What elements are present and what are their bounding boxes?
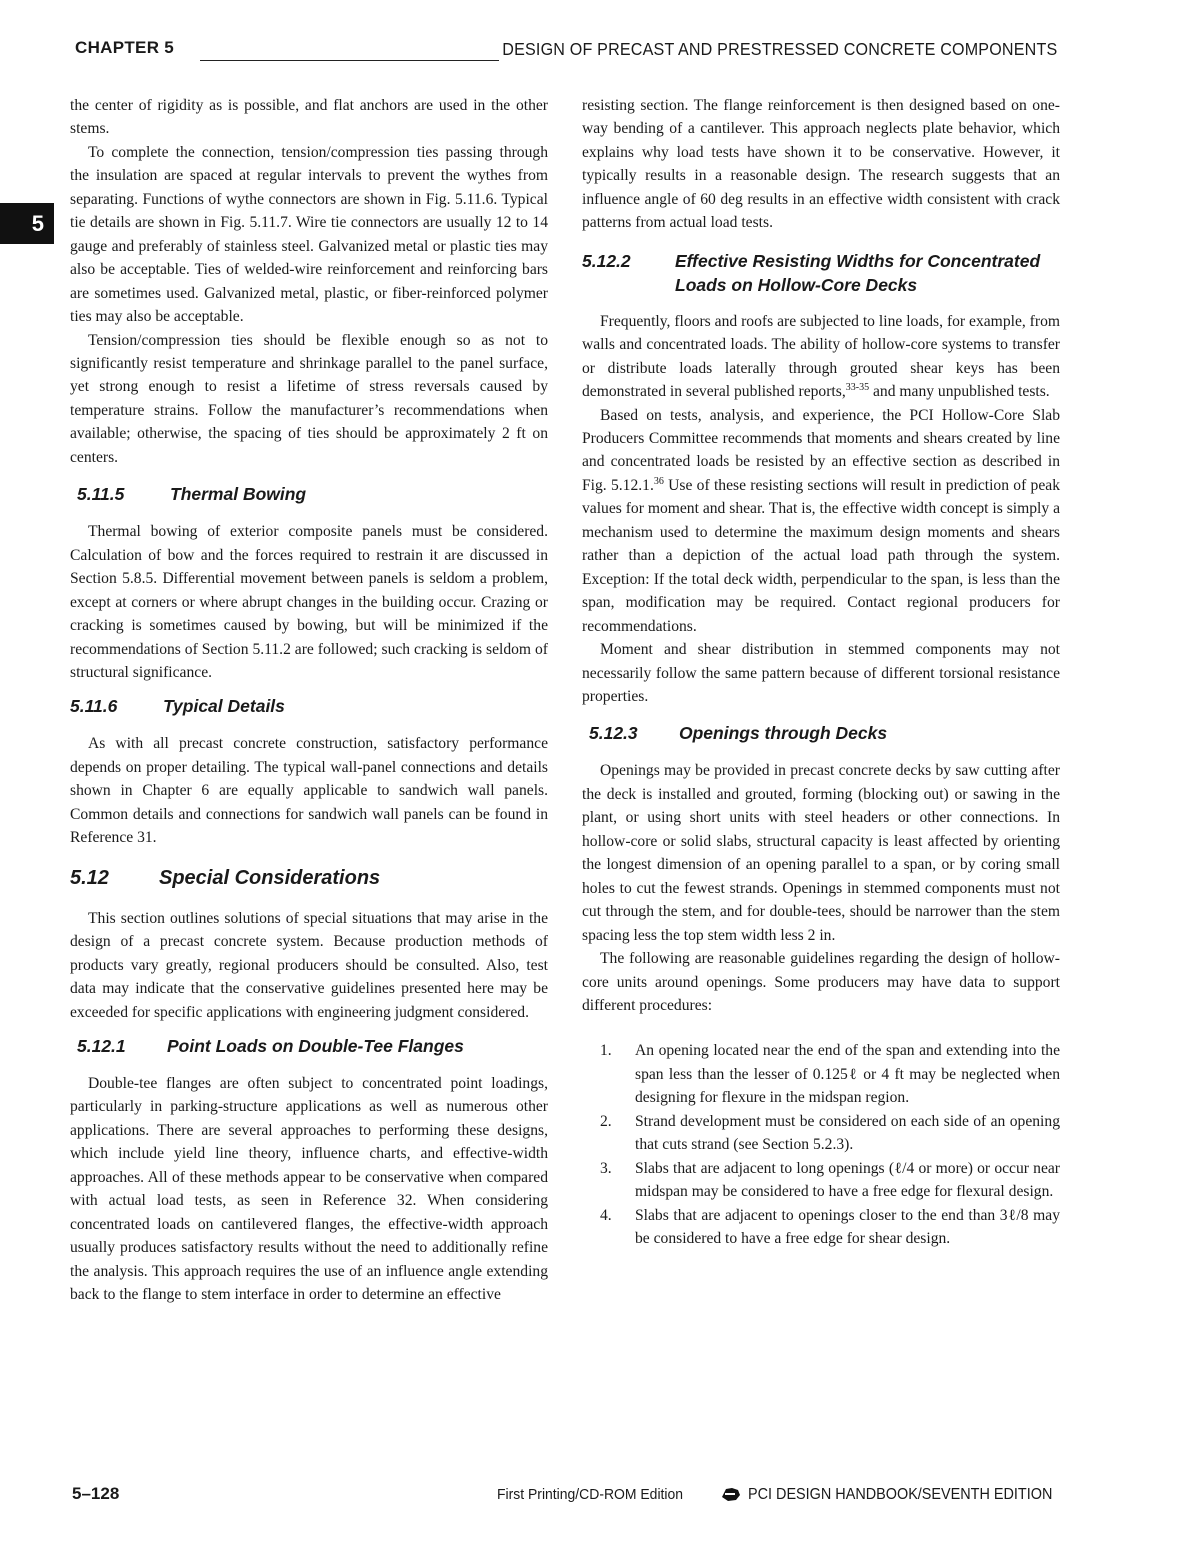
pci-logo-icon	[720, 1485, 742, 1508]
paragraph: Double-tee flanges are often subject to concentrated point loadings, particularly in parking-structure applications as well as numerous other applications. There are several approaches to performing these designs, which include yield line theory, influence charts, and effective-width approaches. All of these methods appear to be conservative when compared with actual load tests, as seen in Reference 32. When considering concentrated loads on cantilevered flanges, the effective-width approach usually produces satisfactory results without the need to additionally refine the analysis. This approach requires the use of an influence angle extending back to the flange to stem interface in order to determine an effective	[70, 1074, 548, 1304]
chapter-tab: 5	[0, 203, 54, 244]
guidelines-list	[582, 1039, 1060, 1250]
paragraph-text: Frequently, floors and roofs are subjected to line loads, for example, from walls and concentrated loads. The ability of hollow-core systems to transfer or distribute loads laterally through grouted shear keys has been demonstrated in several published reports,	[582, 312, 1060, 401]
list-number: 2.	[600, 1112, 612, 1130]
heading-number: 5.11.6	[70, 696, 118, 717]
paragraph-text: Use of these resisting sections will result in prediction of peak values for moment and shear. That is, the effective width concept is simply a mechanism used to determine the maximum design moments and shears rather than a depiction of the actual load path through the system. Exception: If the total deck width, perpendicular to the span, is less than the span, modification may be required. Contact regional producers for recommendations.	[582, 476, 1060, 635]
paragraph	[582, 404, 1060, 639]
left-column	[70, 94, 548, 1306]
section-heading-5-12	[70, 865, 548, 891]
heading-title: Effective Resisting Widths for Concentrated Loads on Hollow-Core Decks	[675, 250, 1041, 295]
right-column	[582, 94, 1060, 1250]
header-chapter: CHAPTER 5	[75, 38, 175, 57]
paragraph: Moment and shear distribution in stemmed components may not necessarily follow the same pattern because of different torsional resistance properties.	[582, 641, 1060, 705]
reference-superscript: 36	[653, 475, 664, 487]
paragraph: This section outlines solutions of special situations that may arise in the design of a precast concrete system. Because production methods of products vary greatly, regional producers should be consulted. Also, test data may indicate that the conservative guidelines presented here may be exceeded for specific applications with engineering judgment considered.	[70, 909, 548, 1021]
paragraph-text: Based on tests, analysis, and experience, the PCI Hollow-Core Slab Producers Committee recommends that moments and shears created by line and concentrated loads be resisted by an effective section as described in Fig. 5.12.1.	[582, 406, 1060, 494]
list-text: Slabs that are adjacent to long openings (ℓ/4 or more) or occur near midspan may be considered to have a free edge for flexural design.	[635, 1159, 1060, 1201]
section-heading-5-12-2	[582, 249, 1060, 297]
heading-title: Thermal Bowing	[170, 484, 307, 505]
reference-superscript: 33-35	[845, 381, 870, 393]
footer-book-title: PCI DESIGN HANDBOOK/SEVENTH EDITION	[748, 1486, 1053, 1503]
list-text: Strand development must be considered on each side of an opening that cuts strand (see Section 5.2.3).	[635, 1112, 1060, 1154]
paragraph: As with all precast concrete construction, satisfactory performance depends on proper detailing. The typical wall-panel connections and details shown in Chapter 6 are equally applicable to sandwich wall panels. Common details and connections for sandwich wall panels can be found in Reference 31.	[70, 735, 548, 847]
paragraph: Thermal bowing of exterior composite panels must be considered. Calculation of bow and the forces required to restrain it are discussed in Section 5.8.5. Differential movement between panels is seldom a problem, except at corners or where abrupt changes in the building occur. Crazing or cracking is sometimes caused by bowing, but will be minimized if the recommendations of Section 5.11.2 are followed; such cracking is seldom of structural significance.	[70, 523, 548, 681]
section-heading-5-12-1	[77, 1034, 548, 1058]
list-number: 3.	[600, 1159, 612, 1177]
section-heading-5-11-5	[77, 482, 548, 506]
heading-number: 5.11.5	[77, 484, 125, 505]
paragraph: the center of rigidity as is possible, and flat anchors are used in the other stems.	[70, 97, 548, 138]
heading-number: 5.12.1	[77, 1035, 126, 1056]
list-number: 1.	[600, 1042, 612, 1060]
list-item	[582, 1157, 1060, 1204]
heading-title: Typical Details	[163, 696, 285, 717]
list-item	[582, 1204, 1060, 1251]
heading-number: 5.12.3	[589, 723, 638, 744]
heading-title: Openings through Decks	[679, 723, 888, 744]
list-text: Slabs that are adjacent to openings closer to the end than 3ℓ/8 may be considered to have a free edge for shear design.	[635, 1206, 1060, 1248]
heading-title: Point Loads on Double-Tee Flanges	[167, 1035, 464, 1056]
section-heading-5-11-6	[70, 694, 548, 718]
heading-number: 5.12.2	[582, 250, 631, 271]
heading-number: 5.12	[70, 866, 109, 889]
paragraph: resisting section. The flange reinforcement is then designed based on one-way bending of a cantilever. This approach neglects plate behavior, which explains why load tests have shown it to be conservative. However, it typically results in a reasonable design. The research suggests that an influence angle of 60 deg results in an effective width consistent with crack patterns from actual load tests.	[582, 97, 1060, 232]
header-rule	[200, 60, 499, 61]
paragraph: Tension/compression ties should be flexible enough so as not to significantly resist temperature and shrinkage parallel to the panel surface, yet strong enough to resist a lifetime of stress reversals caused by temperature strains. Follow the manufacturer’s recommendations when available; otherwise, the spacing of ties should be approximately 2 ft on centers.	[70, 331, 548, 466]
section-heading-5-12-3	[589, 721, 1060, 745]
header-title: DESIGN OF PRECAST AND PRESTRESSED CONCRETE COMPONENTS	[501, 39, 1057, 59]
list-item	[582, 1110, 1060, 1157]
paragraph: Openings may be provided in precast concrete decks by saw cutting after the deck is installed and grouted, forming (blocking out) or sawing in the plant, or using short units with steel headers or other connections. In hollow-core or solid slabs, structural capacity is least affected by orienting the longest dimension of an opening parallel to a span, or by coring small holes to cut the fewest strands. Openings in stemmed components must not cut through the stem, and for double-tees, should be narrower than the stem spacing less the top stem width less 2 in.	[582, 762, 1060, 944]
list-number: 4.	[600, 1206, 612, 1224]
list-text: An opening located near the end of the span and extending into the span less than the lesser of 0.125ℓ or 4 ft may be neglected when designing for flexure in the midspan region.	[635, 1042, 1060, 1107]
paragraph: The following are reasonable guidelines regarding the design of hollow-core units around openings. Some producers may have data to support different procedures:	[582, 950, 1060, 1014]
heading-title: Special Considerations	[159, 866, 381, 889]
list-item	[582, 1039, 1060, 1109]
page-number: 5–128	[72, 1484, 120, 1503]
paragraph-text: and many unpublished tests.	[869, 383, 1050, 401]
paragraph	[582, 310, 1060, 404]
footer-edition: First Printing/CD-ROM Edition	[497, 1486, 684, 1503]
paragraph: To complete the connection, tension/compression ties passing through the insulation are spaced at regular intervals to prevent the wythes from separating. Functions of wythe connectors are shown in Fig. 5.11.6. Typical tie details are shown in Fig. 5.11.7. Wire tie connectors are usually 12 to 14 gauge and preferably of stainless steel. Galvanized metal or plastic ties may also be acceptable. Ties of welded-wire reinforcement and reinforcing bars are sometimes used. Galvanized metal, plastic, or fiber-reinforced polymer ties may also be acceptable.	[70, 143, 548, 326]
